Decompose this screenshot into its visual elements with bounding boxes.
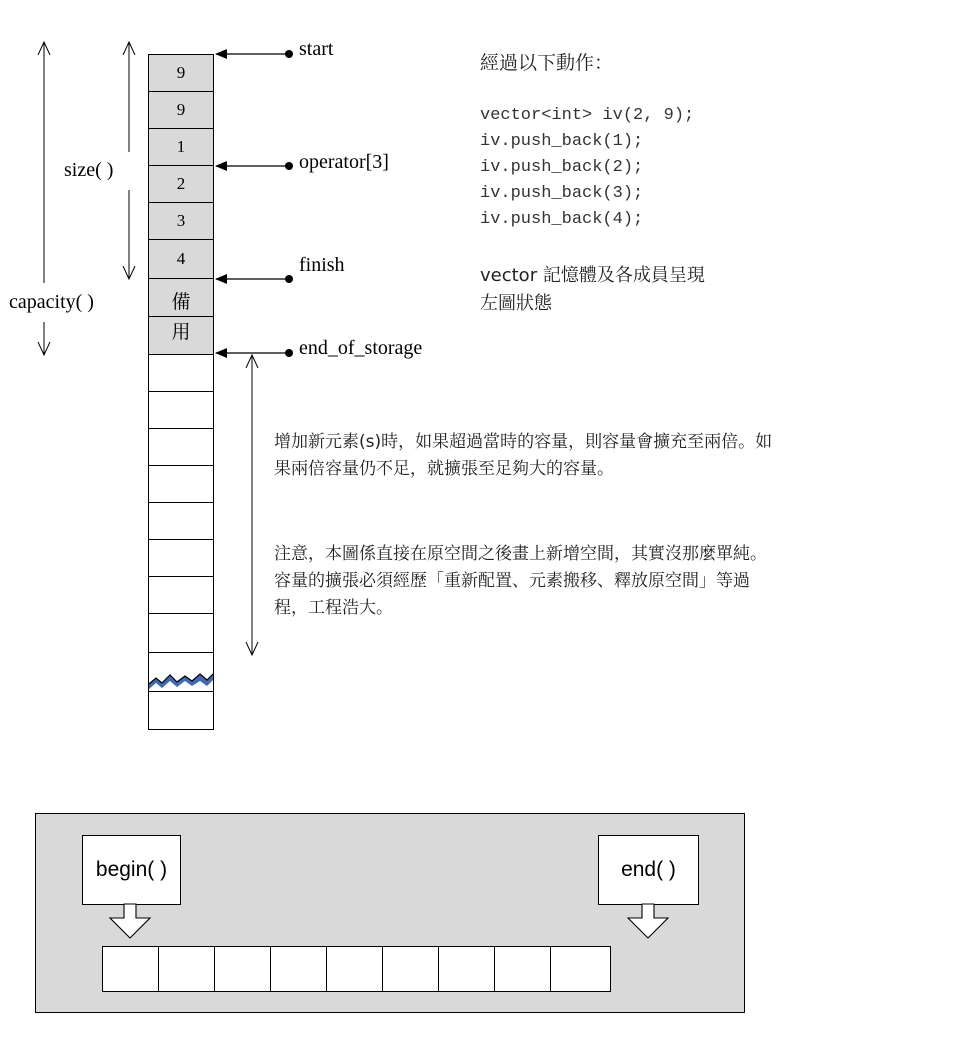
element-cell — [382, 946, 439, 992]
start-label: start — [299, 38, 334, 60]
finish-label: finish — [299, 254, 345, 276]
memory-cell: 9 — [148, 91, 214, 129]
element-cell — [326, 946, 383, 992]
memory-cell: 3 — [148, 202, 214, 240]
size-label: size( ) — [64, 159, 114, 181]
start-pointer-arrow — [216, 50, 293, 58]
end-box: end( ) — [598, 835, 699, 905]
break-zigzag — [149, 674, 213, 689]
code-line: iv.push_back(4); — [480, 210, 644, 229]
element-cell — [550, 946, 611, 992]
element-cell — [102, 946, 159, 992]
end-arrow — [628, 904, 668, 938]
capacity-label: capacity( ) — [9, 291, 94, 313]
memory-cell: 4 — [148, 239, 214, 279]
element-cell — [158, 946, 215, 992]
end-of-storage-pointer-arrow — [216, 349, 293, 357]
element-cell — [494, 946, 551, 992]
memory-cell: 9 — [148, 54, 214, 92]
iterator-arrows — [0, 900, 953, 950]
code-heading: 經過以下動作： — [480, 52, 614, 74]
memory-cell: 1 — [148, 128, 214, 166]
code-caption-line: vector 記憶體及各成員呈現 — [480, 265, 705, 286]
spare-label-1: 備 — [171, 290, 191, 313]
code-line: iv.push_back(1); — [480, 132, 644, 151]
memory-cell: 2 — [148, 165, 214, 203]
begin-arrow — [110, 904, 150, 938]
code-line: iv.push_back(2); — [480, 158, 644, 177]
code-line: vector<int> iv(2, 9); — [480, 106, 695, 125]
growth-note: 增加新元素(s)時，如果超過當時的容量，則容量會擴充至兩倍。如果兩倍容量仍不足，就擴張至足夠大的容量。 — [274, 432, 773, 479]
caution-note: 注意，本圖係直接在原空間之後畫上新增空間，其實沒那麼單純。容量的擴張必須經歷「重新配置、元素搬移、釋放原空間」等過程，工程浩大。 — [274, 544, 767, 618]
code-line: iv.push_back(3); — [480, 184, 644, 203]
element-cell — [270, 946, 327, 992]
end-of-storage-label: end_of_storage — [299, 337, 423, 359]
code-caption-line: 左圖狀態 — [480, 293, 552, 314]
element-cell — [214, 946, 271, 992]
operator-label: operator[3] — [299, 151, 389, 173]
begin-box: begin( ) — [82, 835, 181, 905]
operator-pointer-arrow — [216, 162, 293, 170]
element-cell — [438, 946, 495, 992]
code-block — [480, 103, 694, 233]
spare-label-2: 用 — [171, 320, 191, 343]
code-caption — [480, 262, 705, 318]
finish-pointer-arrow — [216, 275, 293, 283]
